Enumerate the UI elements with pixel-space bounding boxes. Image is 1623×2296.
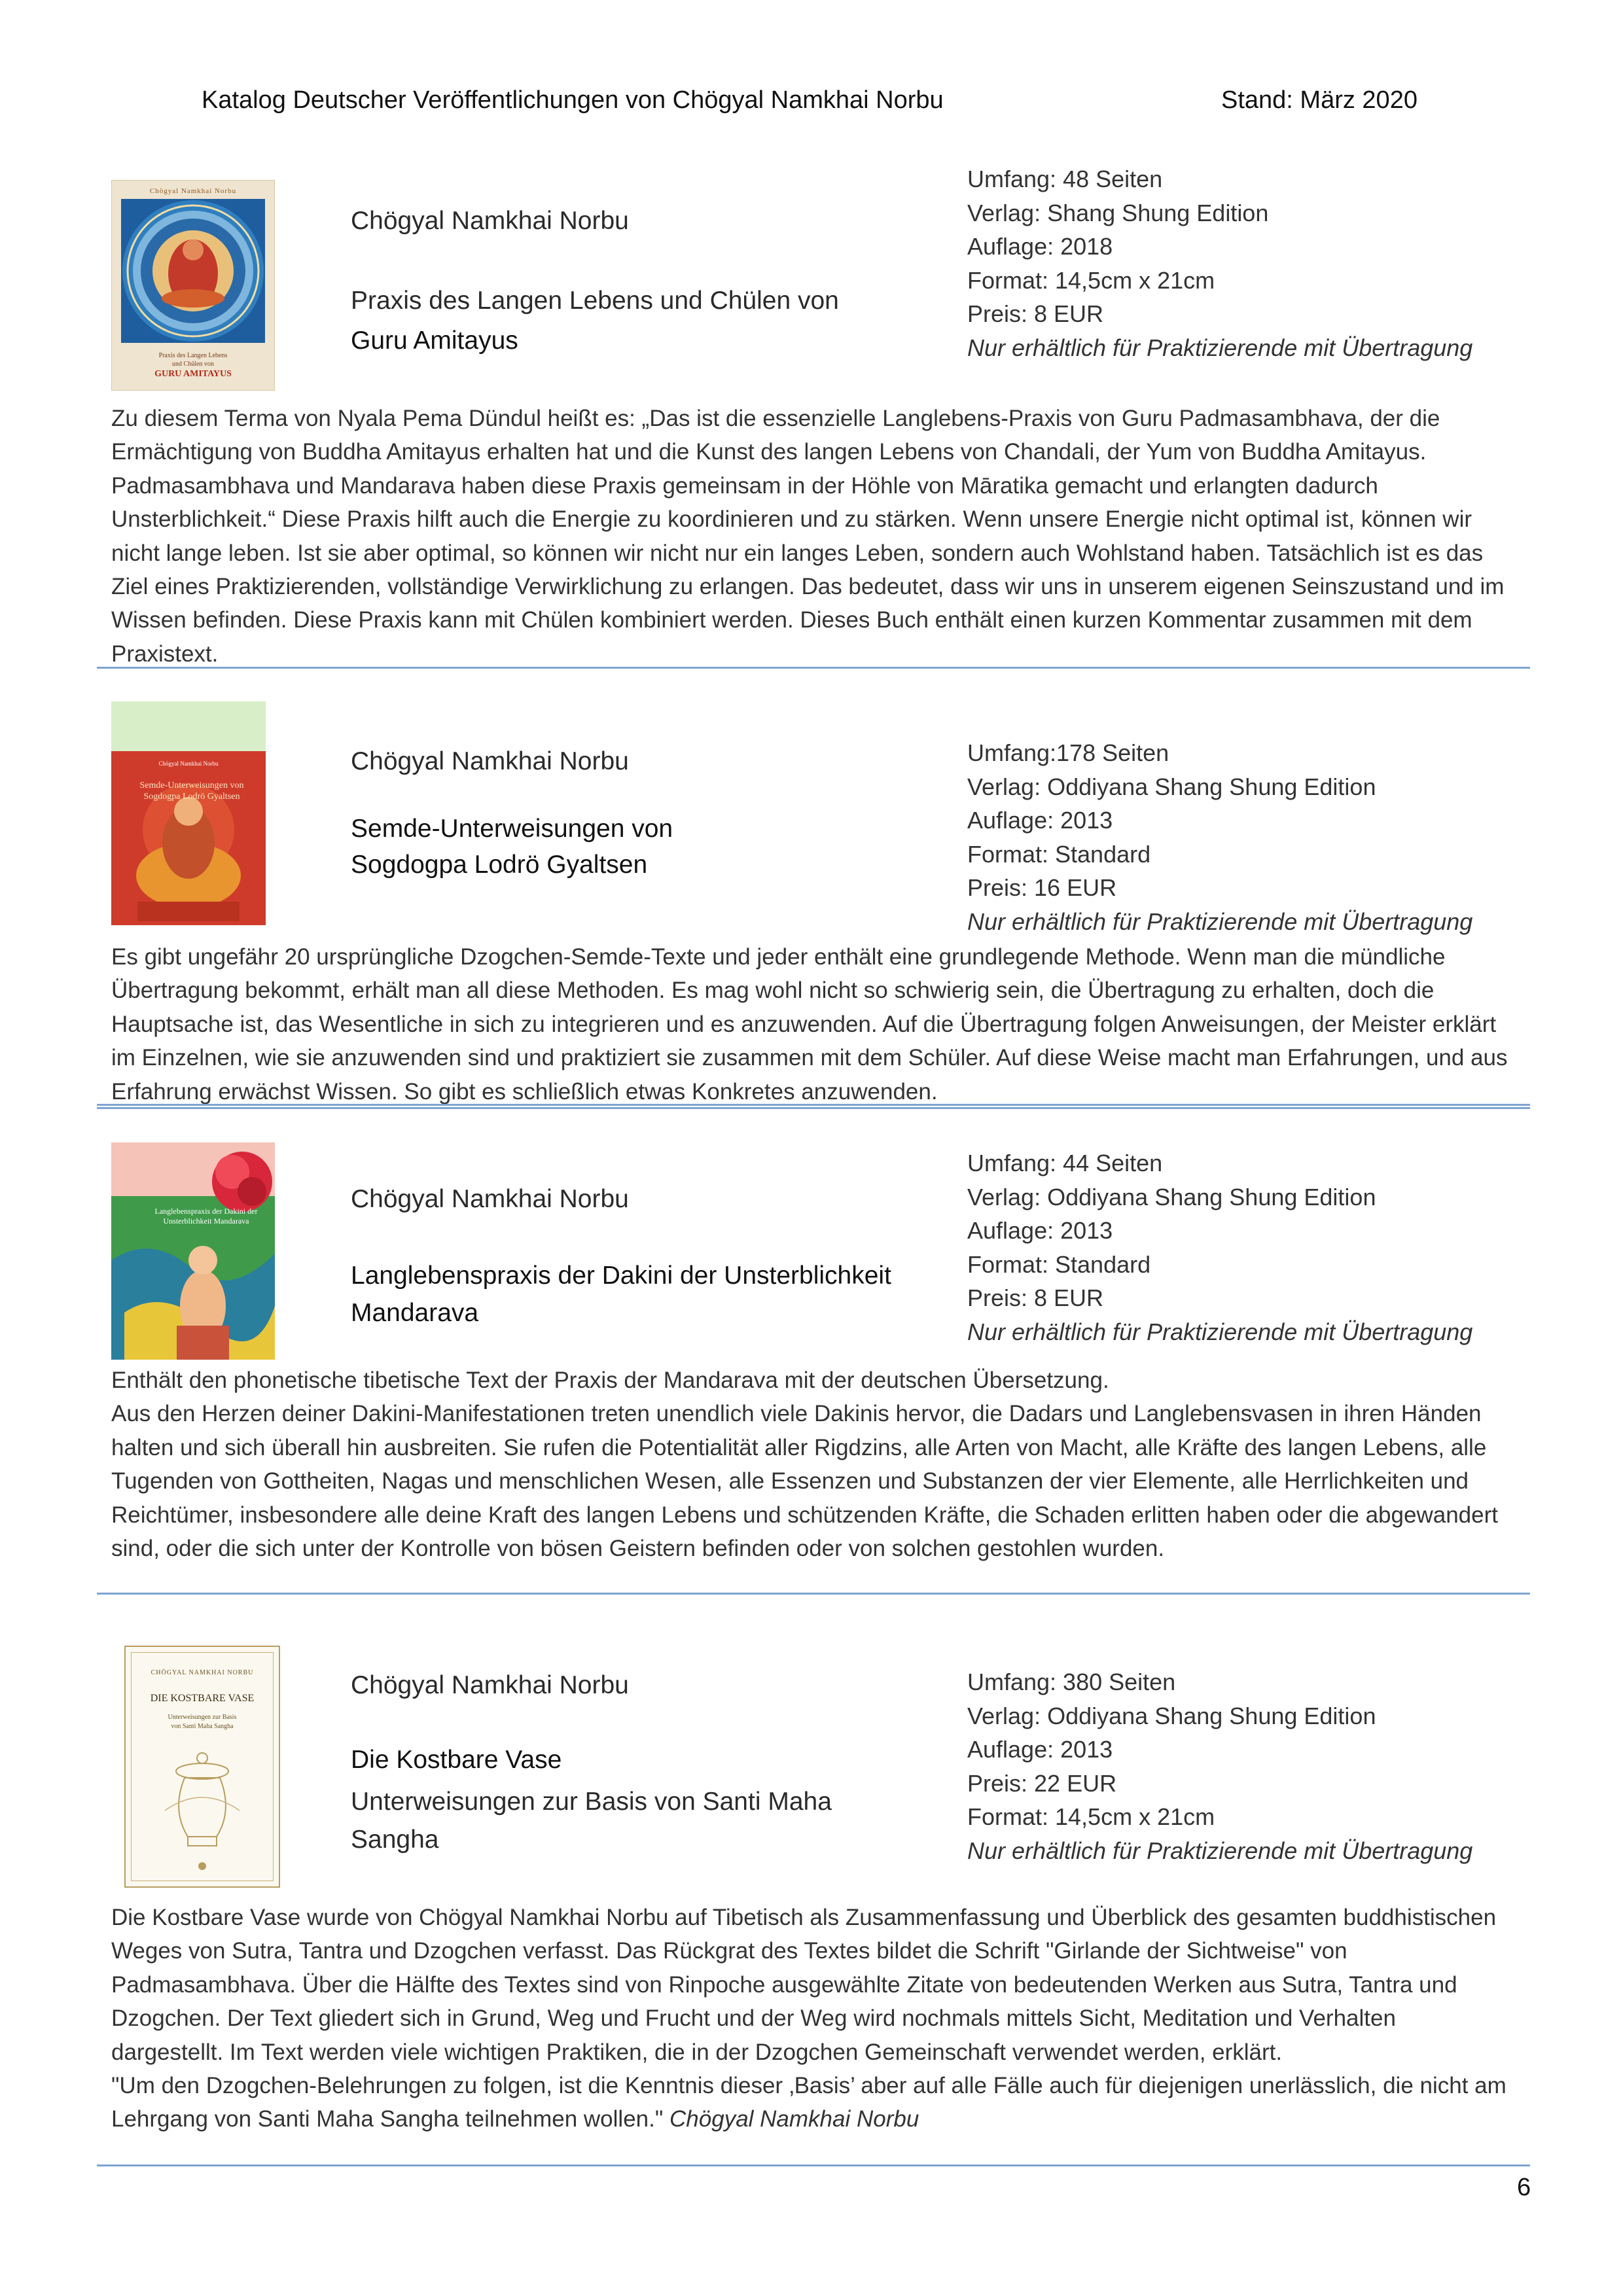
dakini-flower-cover-art: [111, 1142, 275, 1360]
cover-title: DIE KOSTBARE VASE: [150, 1693, 255, 1704]
meta-umfang: Umfang: 380 Seiten: [967, 1669, 1176, 1695]
quote-text: "Um den Dzogchen-Belehrungen zu folgen, ist die Kenntnis dieser ‚Basis’ aber auf alle Fälle auch für diejenigen unerlässlich, die nicht am Lehrgang von Santi Maha Sangha teilnehmen wollen.": [111, 2073, 1507, 2132]
meta-note: Nur erhältlich für Praktizierende mit Übertragung: [967, 1318, 1473, 1345]
book-subtitle-line: Sangha: [351, 1826, 439, 1854]
meta-preis: Preis: 16 EUR: [967, 874, 1117, 901]
book-meta: [967, 736, 1491, 938]
section-divider: [97, 1593, 1530, 1595]
book-author: Chögyal Namkhai Norbu: [351, 1671, 629, 1699]
book-meta: [967, 162, 1491, 364]
meta-preis: Preis: 8 EUR: [967, 300, 1104, 327]
description-paragraph: Die Kostbare Vase wurde von Chögyal Namkhai Norbu auf Tibetisch als Zusammenfassung und Überblick des gesamten buddhistischen Weges von Sutra, Tantra und Dzogchen verfasst. Das Rückgrat des Textes bildet die Schrift "Girlande der Sichtweise" von Padmasambhava. Über die Hälfte des Textes sind von Rinpoche ausgewählte Zitate von bedeutenden Werken aus Sutra, Tantra und Dzogchen. Der Text gliedert sich in Grund, Weg und Frucht und der Weg wird nochmals mittels Sicht, Meditation und Verhalten dargestellt. Im Text werden viele wichtigen Praktiken, die in der Dzogchen Gemeinschaft verwendet werden, erklärt.: [111, 1905, 1497, 2065]
meta-verlag: Verlag: Oddiyana Shang Shung Edition: [967, 773, 1376, 800]
book-cover-semde: [111, 701, 266, 925]
meta-umfang: Umfang: 48 Seiten: [967, 166, 1163, 192]
book-cover-amitayus: [111, 180, 275, 391]
meta-verlag: Verlag: Oddiyana Shang Shung Edition: [967, 1702, 1376, 1729]
cover-title-line: Praxis des Langen Lebens: [158, 352, 228, 359]
book-title-line: Guru Amitayus: [351, 327, 518, 355]
cover-title-main: GURU AMITAYUS: [154, 369, 232, 379]
book-cover-mandarava: [111, 1142, 275, 1360]
book-author: Chögyal Namkhai Norbu: [351, 747, 629, 775]
book-cover-kostbare-vase: [124, 1646, 280, 1888]
book-description: [111, 1364, 1513, 1565]
meta-note: Nur erhältlich für Praktizierende mit Übertragung: [967, 908, 1473, 935]
cover-subtitle-line: von Santi Maha Sangha: [171, 1723, 234, 1730]
book-title-line: Die Kostbare Vase: [351, 1746, 562, 1774]
section-divider: [97, 1104, 1530, 1109]
catalog-title: Katalog Deutscher Veröffentlichungen von Chögyal Namkhai Norbu: [202, 86, 944, 114]
catalog-date: Stand: März 2020: [1221, 86, 1418, 114]
cover-author: Chögyal Namkhai Norbu: [158, 760, 219, 767]
meta-verlag: Verlag: Shang Shung Edition: [967, 199, 1269, 226]
cover-title-line: und Chülen von: [172, 361, 214, 368]
mandala-cover-art: [112, 194, 274, 351]
book-title-line: Praxis des Langen Lebens und Chülen von: [351, 287, 839, 315]
book-author: Chögyal Namkhai Norbu: [351, 207, 629, 235]
vase-emblem-cover-art: [126, 1745, 279, 1876]
meta-format: Format: Standard: [967, 1250, 1151, 1278]
meta-format: Format: 14,5cm x 21cm: [967, 1803, 1215, 1830]
book-title-line: Langlebenspraxis der Dakini der Unsterblichkeit: [351, 1262, 891, 1290]
book-meta: [967, 1665, 1491, 1867]
meta-auflage: Auflage: 2013: [967, 1217, 1113, 1244]
book-title-line: Mandarava: [351, 1299, 479, 1327]
meta-note: Nur erhältlich für Praktizierende mit Übertragung: [967, 334, 1473, 361]
quote-author: Chögyal Namkhai Norbu: [669, 2106, 919, 2132]
section-divider: [97, 667, 1530, 669]
meta-format: Format: 14,5cm x 21cm: [967, 266, 1215, 294]
meta-umfang: Umfang: 44 Seiten: [967, 1150, 1163, 1176]
book-meta: [967, 1146, 1491, 1349]
book-title-line: Sogdogpa Lodrö Gyaltsen: [351, 851, 648, 879]
meta-format: Format: Standard: [967, 840, 1151, 868]
cover-title: Semde-Unterweisungen von Sogdogpa Lodrö Gyaltsen: [139, 781, 244, 802]
description-paragraph: Enthält den phonetische tibetische Text der Praxis der Mandarava mit der deutschen Übersetzung.: [111, 1368, 1109, 1393]
description-paragraph: Es gibt ungefähr 20 ursprüngliche Dzogchen-Semde-Texte und jeder enthält eine grundlegende Methode. Wenn man die mündliche Übertragung bekommt, erhält man all diese Methoden. Es mag wohl nicht so schwierig sein, die Übertragung zu erhalten, doch die Hauptsache ist, das Wesentliche in sich zu integrieren und es anzuwenden. Auf die Übertragung folgen Anweisungen, der Meister erklärt im Einzelnen, wie sie anzuwenden sind und praktiziert sie zusammen mit dem Schüler. Auf diese Weise macht man Erfahrungen, und aus Erfahrung erwächst Wissen. So gibt es schließlich etwas Konkretes anzuwenden.: [111, 944, 1508, 1104]
meta-auflage: Auflage: 2013: [967, 807, 1113, 834]
book-subtitle-line: Unterweisungen zur Basis von Santi Maha: [351, 1788, 832, 1816]
cover-title: Langlebenspraxis der Dakini der Unsterblichkeit Mandarava: [154, 1207, 258, 1226]
book-title-line: Semde-Unterweisungen von: [351, 815, 673, 843]
meta-note: Nur erhältlich für Praktizierende mit Übertragung: [967, 1837, 1473, 1864]
quote-paragraph: [111, 2069, 1513, 2136]
book-description: [111, 402, 1513, 671]
description-paragraph: Zu diesem Terma von Nyala Pema Dündul heißt es: „Das ist die essenzielle Langlebens-Praxis von Guru Padmasambhava, der die Ermächtigung von Buddha Amitayus erhalten hat und die Kunst des langen Lebens von Chandali, der Yum von Buddha Amitayus. Padmasambhava und Mandarava haben diese Praxis gemeinsam in der Höhle von Māratika gemacht und erlangten dadurch Unsterblichkeit.“ Diese Praxis hilft auch die Energie zu koordinieren und zu stärken. Wenn unsere Energie nicht optimal ist, können wir nicht lange leben. Ist sie aber optimal, so können wir nicht nur ein langes Leben, sondern auch Wohlstand haben. Tatsächlich ist es das Ziel eines Praktizierenden, vollständige Verwirklichung zu erlangen. Das bedeutet, dass wir uns in unserem eigenen Seinszustand und im Wissen befinden. Diese Praxis kann mit Chülen kombiniert werden. Dieses Buch enthält einen kurzen Kommentar zusammen mit dem Praxistext.: [111, 406, 1505, 667]
meta-preis: Preis: 22 EUR: [967, 1769, 1117, 1797]
cover-author: CHÖGYAL NAMKHAI NORBU: [151, 1669, 254, 1676]
cover-author: Chögyal Namkhai Norbu: [149, 187, 237, 195]
meta-auflage: Auflage: 2018: [967, 233, 1113, 260]
book-author: Chögyal Namkhai Norbu: [351, 1185, 629, 1213]
meta-umfang: Umfang:178 Seiten: [967, 739, 1169, 766]
cover-subtitle-line: Unterweisungen zur Basis: [168, 1714, 237, 1721]
section-divider: [97, 2164, 1530, 2166]
page-number: 6: [1517, 2174, 1531, 2201]
description-paragraph: Aus den Herzen deiner Dakini-Manifestationen treten unendlich viele Dakinis hervor, die Dadars und Langlebensvasen in ihren Händen halten und sich überall hin ausbreiten. Sie rufen die Potentialität aller Rigdzins, alle Arten von Macht, alle Kräfte des langen Lebens, alle Tugenden von Gottheiten, Nagas und menschlichen Wesen, alle Essenzen und Substanzen der vier Elemente, alle Herrlichkeiten und Reichtümer, insbesondere alle deine Kraft des langen Lebens und schützenden Kräfte, die Schaden erlitten haben oder die abgewandert sind, oder die sich unter der Kontrolle von bösen Geistern befinden oder von solchen gestohlen wurden.: [111, 1401, 1498, 1562]
meta-auflage: Auflage: 2013: [967, 1736, 1113, 1763]
meta-preis: Preis: 8 EUR: [967, 1284, 1104, 1311]
book-description: [111, 940, 1513, 1108]
meta-verlag: Verlag: Oddiyana Shang Shung Edition: [967, 1183, 1376, 1210]
book-description: [111, 1901, 1513, 2136]
